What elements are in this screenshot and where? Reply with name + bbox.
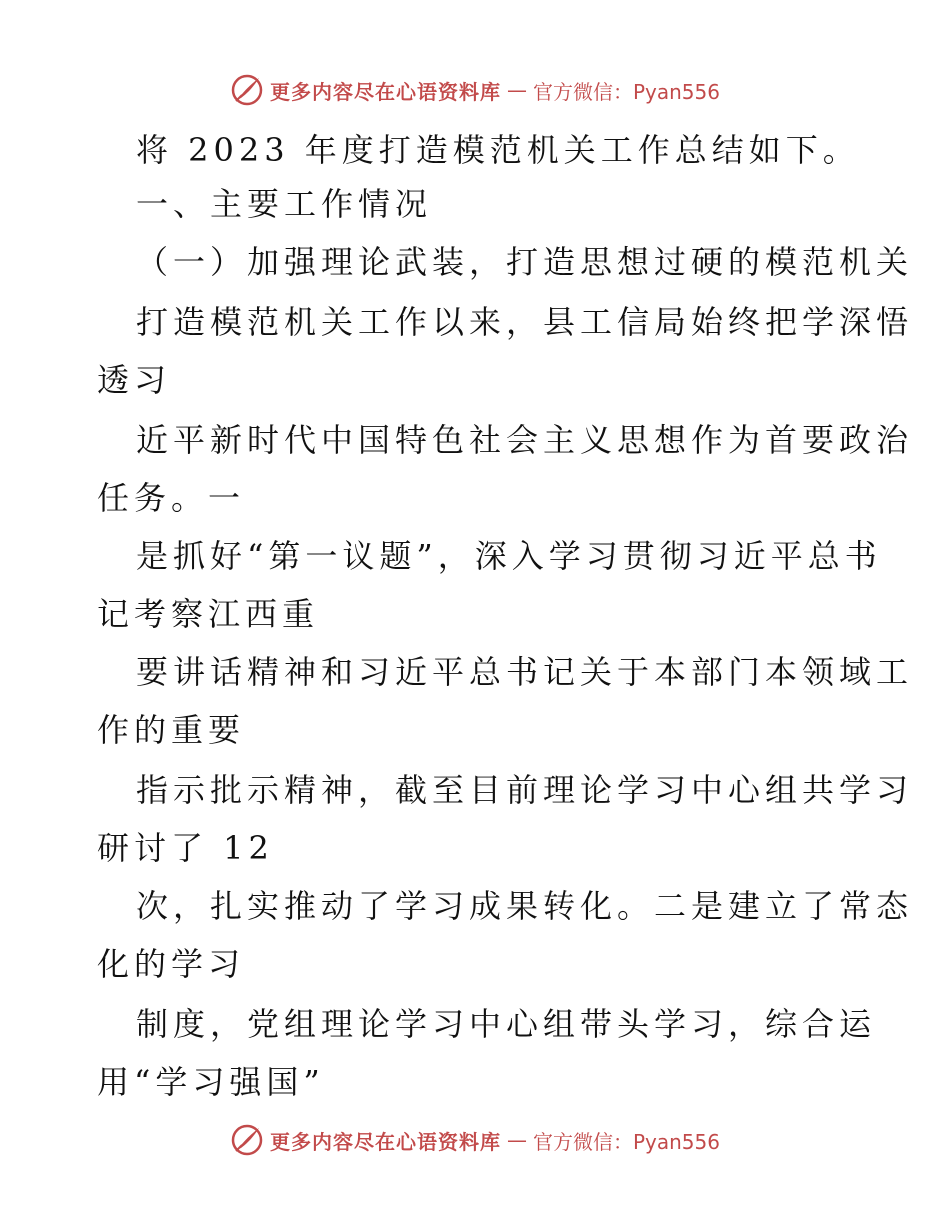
- quill-logo-icon: [230, 1123, 264, 1157]
- footer-watermark: [0, 1120, 950, 1160]
- watermark-text: 更多内容尽在心语资料库: [269, 1129, 501, 1154]
- text-line: 用“学习强国”: [97, 1063, 325, 1101]
- text-line: 任务。一: [97, 479, 246, 517]
- text-line: 近平新时代中国特色社会主义思想作为首要政治: [136, 421, 914, 459]
- watermark-separator: —: [506, 78, 527, 102]
- text-line: 将 2023 年度打造模范机关工作总结如下。: [136, 131, 860, 169]
- text-line: 打造模范机关工作以来，县工信局始终把学深悟: [136, 303, 914, 341]
- text-line: 制度，党组理论学习中心组带头学习，综合运: [136, 1005, 877, 1043]
- text-line: 记考察江西重: [97, 595, 320, 633]
- header-watermark: [0, 70, 950, 110]
- text-line: 透习: [97, 361, 172, 399]
- watermark-separator: —: [506, 1128, 527, 1152]
- text-line: 要讲话精神和习近平总书记关于本部门本领域工: [136, 653, 914, 691]
- section-heading: 一、主要工作情况: [136, 185, 433, 223]
- text-line: 化的学习: [97, 945, 246, 983]
- subsection-heading: （一）加强理论武装，打造思想过硬的模范机关: [136, 243, 914, 281]
- watermark-text: 更多内容尽在心语资料库: [269, 79, 501, 104]
- text-line: 指示批示精神，截至目前理论学习中心组共学习: [136, 771, 914, 809]
- quill-logo-icon: [230, 73, 264, 107]
- text-line: 作的重要: [97, 711, 246, 749]
- watermark-contact: 官方微信：Pyan556: [532, 1129, 720, 1154]
- watermark-contact: 官方微信：Pyan556: [532, 79, 720, 104]
- text-line: 研讨了 12: [97, 829, 274, 867]
- text-line: 次，扎实推动了学习成果转化。二是建立了常态: [136, 887, 914, 925]
- text-line: 是抓好“第一议题”，深入学习贯彻习近平总书: [136, 537, 882, 575]
